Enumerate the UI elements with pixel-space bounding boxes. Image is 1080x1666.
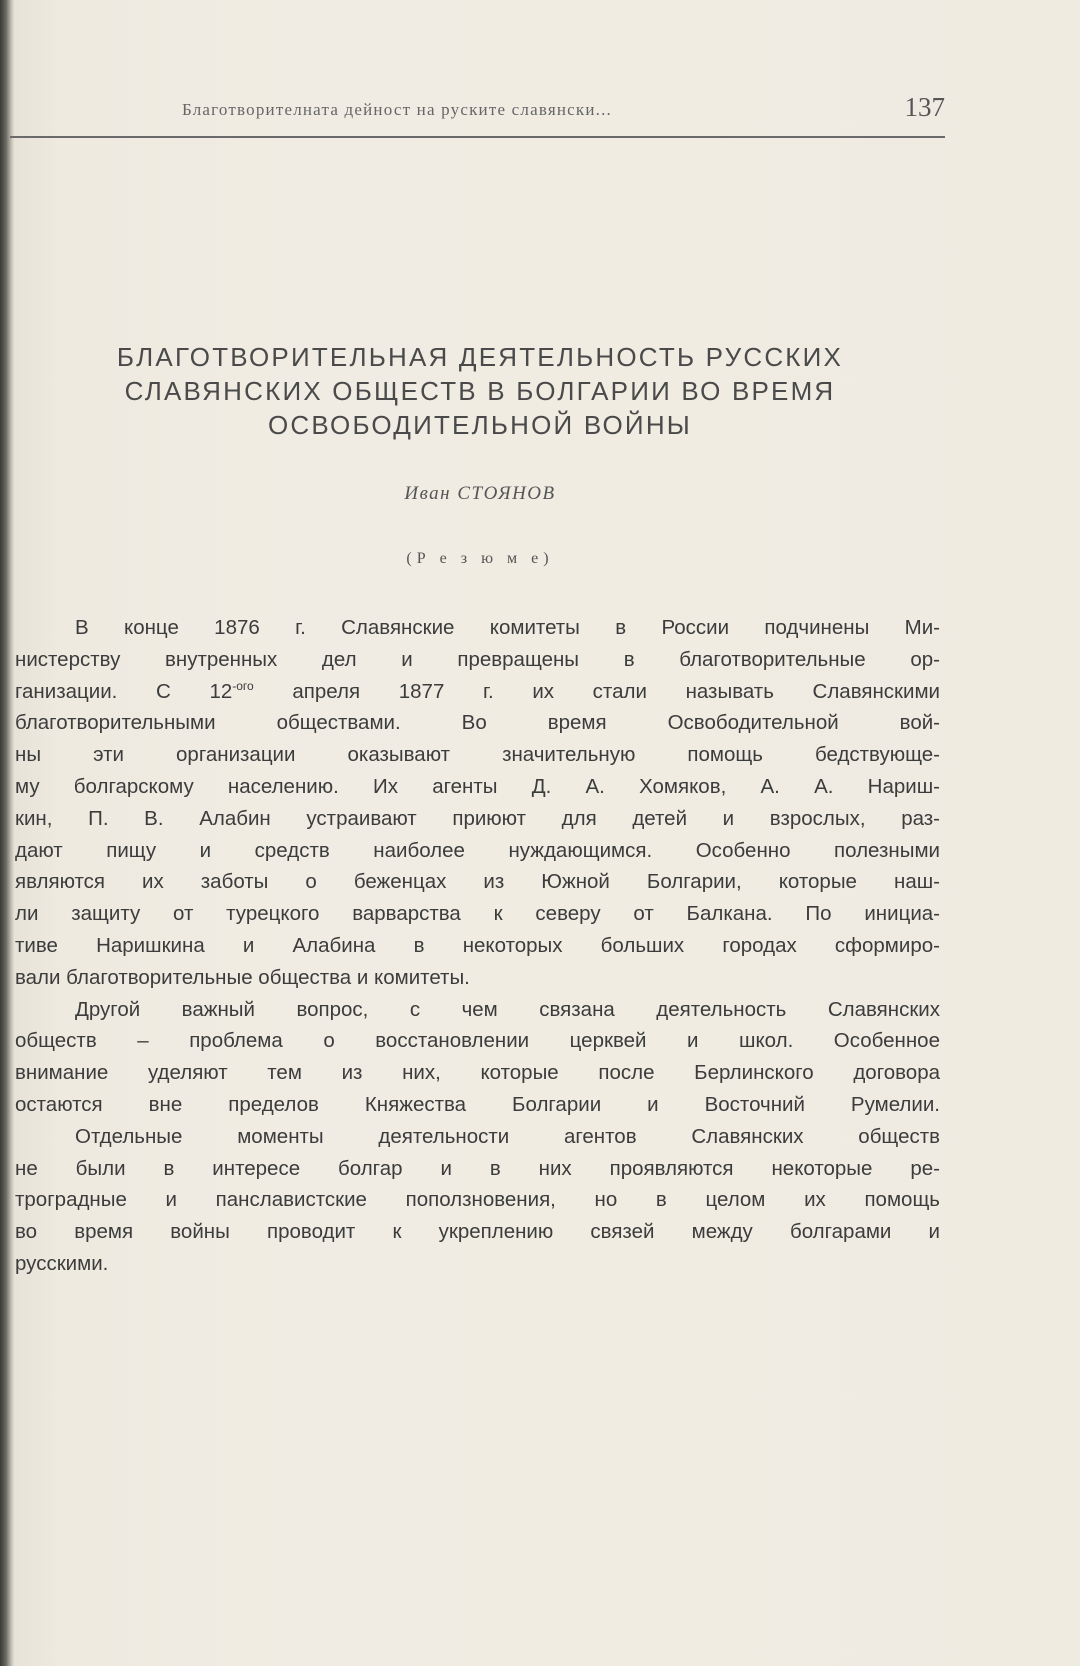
page-number: 137 xyxy=(904,92,945,122)
paragraph-2 xyxy=(15,994,940,1121)
text-line: ли защиту от турецкого варварства к северу от Балкана. По инициа- xyxy=(15,902,940,926)
text-fragment: ганизации. С 12 xyxy=(15,679,233,703)
book-spine-shadow xyxy=(0,0,14,1666)
text-line: вали благотворительные общества и комитеты. xyxy=(15,965,470,989)
superscript: -ого xyxy=(232,678,254,693)
text-line: благотворительными обществами. Во время Освободительной вой- xyxy=(15,711,940,735)
title-line: ОСВОБОДИТЕЛЬНОЙ ВОЙНЫ xyxy=(267,410,693,440)
title-line: БЛАГОТВОРИТЕЛЬНАЯ ДЕЯТЕЛЬНОСТЬ РУССКИХ xyxy=(116,342,844,372)
text-line: являются их заботы о беженцах из Южной Болгарии, которые наш- xyxy=(15,870,940,894)
text-line: Другой важный вопрос, с чем связана деятельность Славянских xyxy=(75,997,940,1021)
section-label: (Р е з ю м е) xyxy=(406,550,554,567)
text-line: во время войны проводит к укреплению связей между болгарами и xyxy=(15,1220,940,1244)
text-line: остаются вне пределов Княжества Болгарии и Восточний Румелии. xyxy=(15,1092,940,1116)
text-line: дают пищу и средств наиболее нуждающимся. Особенно полезными xyxy=(15,838,940,862)
text-line: нистерству внутренных дел и превращены в благотворительные ор- xyxy=(15,647,940,671)
text-line: обществ – проблема о восстановлении церквей и школ. Особенное xyxy=(15,1029,940,1053)
text-line xyxy=(15,676,940,708)
text-line: ны эти организации оказывают значительную помощь бедствующе- xyxy=(15,743,940,767)
title-line: СЛАВЯНСКИХ ОБЩЕСТВ В БОЛГАРИИ ВО ВРЕМЯ xyxy=(124,376,836,406)
author-name: Иван СТОЯНОВ xyxy=(404,483,556,504)
text-line: тиве Наришкина и Алабина в некоторых больших городах сформиро- xyxy=(15,933,940,957)
text-line: кин, П. В. Алабин устраивают приюют для детей и взрослых, раз- xyxy=(15,806,940,830)
text-line: не были в интересе болгар и в них проявляются некоторые ре- xyxy=(15,1156,940,1180)
text-line: Отдельные моменты деятельности агентов Славянских обществ xyxy=(75,1124,940,1148)
text-line: внимание уделяют тем из них, которые после Берлинского договора xyxy=(15,1061,940,1085)
text-line: русскими. xyxy=(15,1251,109,1275)
running-header xyxy=(10,92,945,138)
text-fragment: апреля 1877 г. их стали называть Славянскими xyxy=(253,679,940,703)
text-line: В конце 1876 г. Славянские комитеты в России подчинены Ми- xyxy=(75,616,940,639)
paragraph-1 xyxy=(15,612,940,994)
article-body xyxy=(15,612,940,1280)
text-line: му болгарскому населению. Их агенты Д. А. Хомяков, А. А. Нариш- xyxy=(15,774,940,798)
running-title: Благотворителната дейност на руските славянски... xyxy=(182,100,613,119)
text-line: троградные и панславистские поползновения, но в целом их помощь xyxy=(15,1188,940,1212)
article-title xyxy=(60,340,900,442)
paragraph-3 xyxy=(15,1121,940,1280)
